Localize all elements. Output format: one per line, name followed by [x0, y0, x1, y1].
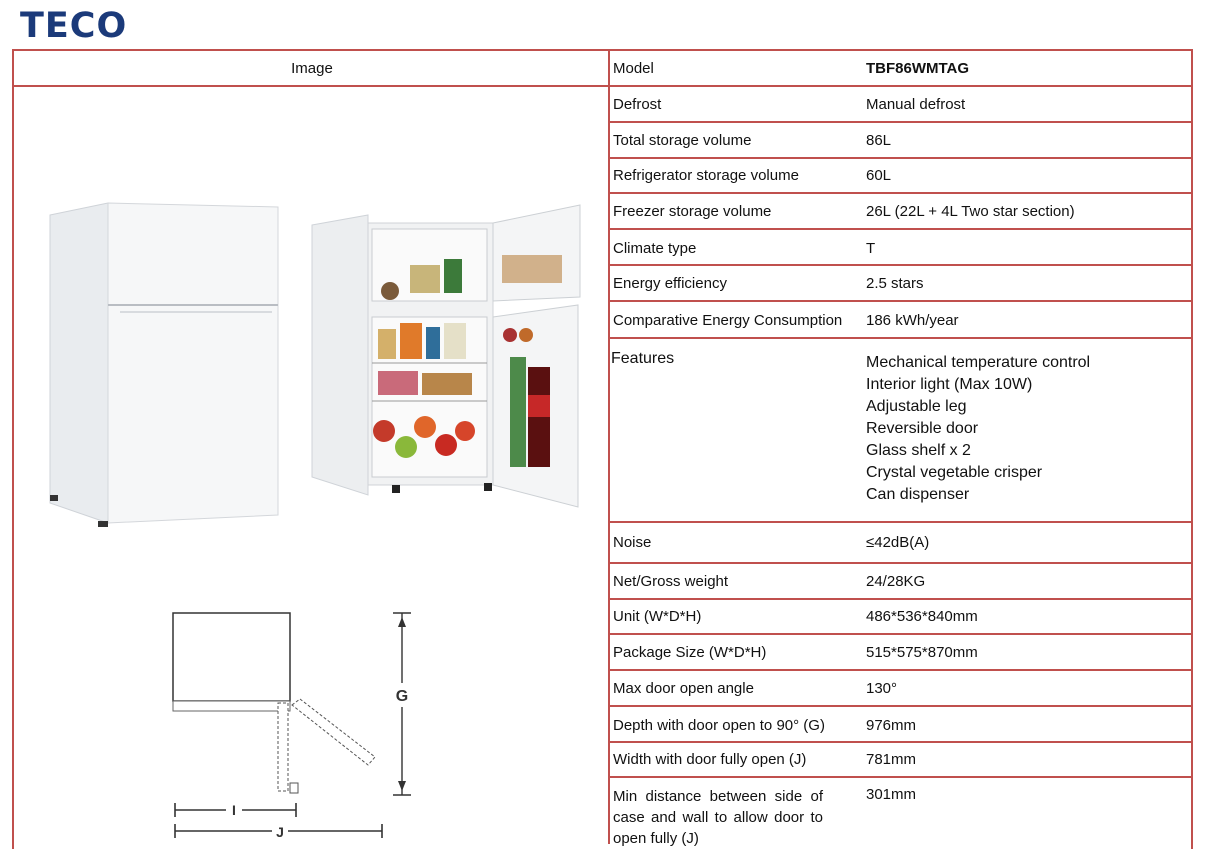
j-dimension-label: J — [276, 824, 284, 840]
spec-key: Comparative Energy Consumption — [613, 312, 843, 329]
spec-row-energy-efficiency — [610, 266, 1193, 302]
spec-row-depth-door-open — [610, 707, 1193, 743]
spec-key: Noise — [613, 534, 652, 551]
spec-value: 130° — [866, 680, 898, 697]
spec-row-door-angle — [610, 671, 1193, 707]
spec-value: 515*575*870mm — [866, 644, 978, 661]
spec-row-noise — [610, 523, 1193, 564]
spec-key: Features — [611, 350, 675, 367]
feature-item: Can dispenser — [866, 486, 970, 503]
spec-value: 60L — [866, 167, 892, 184]
open-fridge-image — [312, 205, 580, 507]
spec-value: 26L (22L + 4L Two star section) — [866, 203, 1075, 220]
g-dimension-label: G — [395, 688, 409, 705]
spec-key: Max door open angle — [613, 680, 754, 697]
spec-value: TBF86WMTAG — [866, 60, 970, 77]
spec-value: 781mm — [866, 751, 917, 768]
features-list — [866, 352, 1186, 506]
spec-key: Climate type — [613, 240, 697, 257]
feature-item: Glass shelf x 2 — [866, 442, 971, 459]
spec-row-climate-type — [610, 230, 1193, 266]
feature-item: Mechanical temperature control — [866, 354, 1091, 371]
spec-key: Package Size (W*D*H) — [613, 644, 767, 661]
spec-row-total-volume — [610, 123, 1193, 159]
spec-key: Min distance between side of case and wall to allow door to open fully (J) — [613, 788, 823, 847]
spec-key: Total storage volume — [613, 132, 752, 149]
spec-value: 186 kWh/year — [866, 312, 959, 329]
spec-value: 486*536*840mm — [866, 608, 978, 625]
spec-row-unit-size — [610, 600, 1193, 635]
spec-value: 976mm — [866, 717, 917, 734]
spec-key: Width with door fully open (J) — [613, 751, 807, 768]
spec-row-min-distance — [610, 778, 1193, 847]
spec-row-refrigerator-volume — [610, 159, 1193, 194]
dimension-diagram — [160, 605, 409, 845]
feature-item: Crystal vegetable crisper — [866, 464, 1043, 481]
spec-value: 2.5 stars — [866, 275, 924, 292]
spec-row-weight — [610, 564, 1193, 600]
spec-row-defrost — [610, 87, 1193, 123]
brand-logo — [20, 8, 127, 44]
spec-key: Energy efficiency — [613, 275, 727, 292]
spec-row-package-size — [610, 635, 1193, 671]
spec-row-model — [610, 51, 1193, 87]
spec-value: Manual defrost — [866, 96, 966, 113]
brand-logo-text: TECO — [20, 6, 128, 46]
spec-row-features — [610, 339, 1193, 523]
spec-key: Unit (W*D*H) — [613, 608, 702, 625]
fridge-product-photos — [40, 195, 590, 535]
image-column-header: Image — [14, 51, 610, 87]
spec-key: Freezer storage volume — [613, 203, 772, 220]
i-dimension-label: I — [232, 802, 236, 818]
spec-key: Depth with door open to 90° (G) — [613, 717, 825, 734]
closed-fridge-image — [50, 203, 278, 527]
spec-value: ≤42dB(A) — [866, 534, 930, 551]
spec-value: T — [866, 240, 876, 257]
spec-row-freezer-volume — [610, 194, 1193, 230]
feature-item: Interior light (Max 10W) — [866, 376, 1033, 393]
spec-value: 24/28KG — [866, 573, 926, 590]
spec-row-energy-consumption — [610, 302, 1193, 339]
spec-value: 86L — [866, 132, 892, 149]
spec-value: 301mm — [866, 786, 917, 803]
spec-key: Net/Gross weight — [613, 573, 729, 590]
spec-key: Model — [613, 60, 654, 77]
spec-key: Refrigerator storage volume — [613, 167, 799, 184]
spec-row-width-door-open — [610, 743, 1193, 778]
feature-item: Reversible door — [866, 420, 979, 437]
feature-item: Adjustable leg — [866, 398, 967, 415]
spec-key: Defrost — [613, 96, 662, 113]
